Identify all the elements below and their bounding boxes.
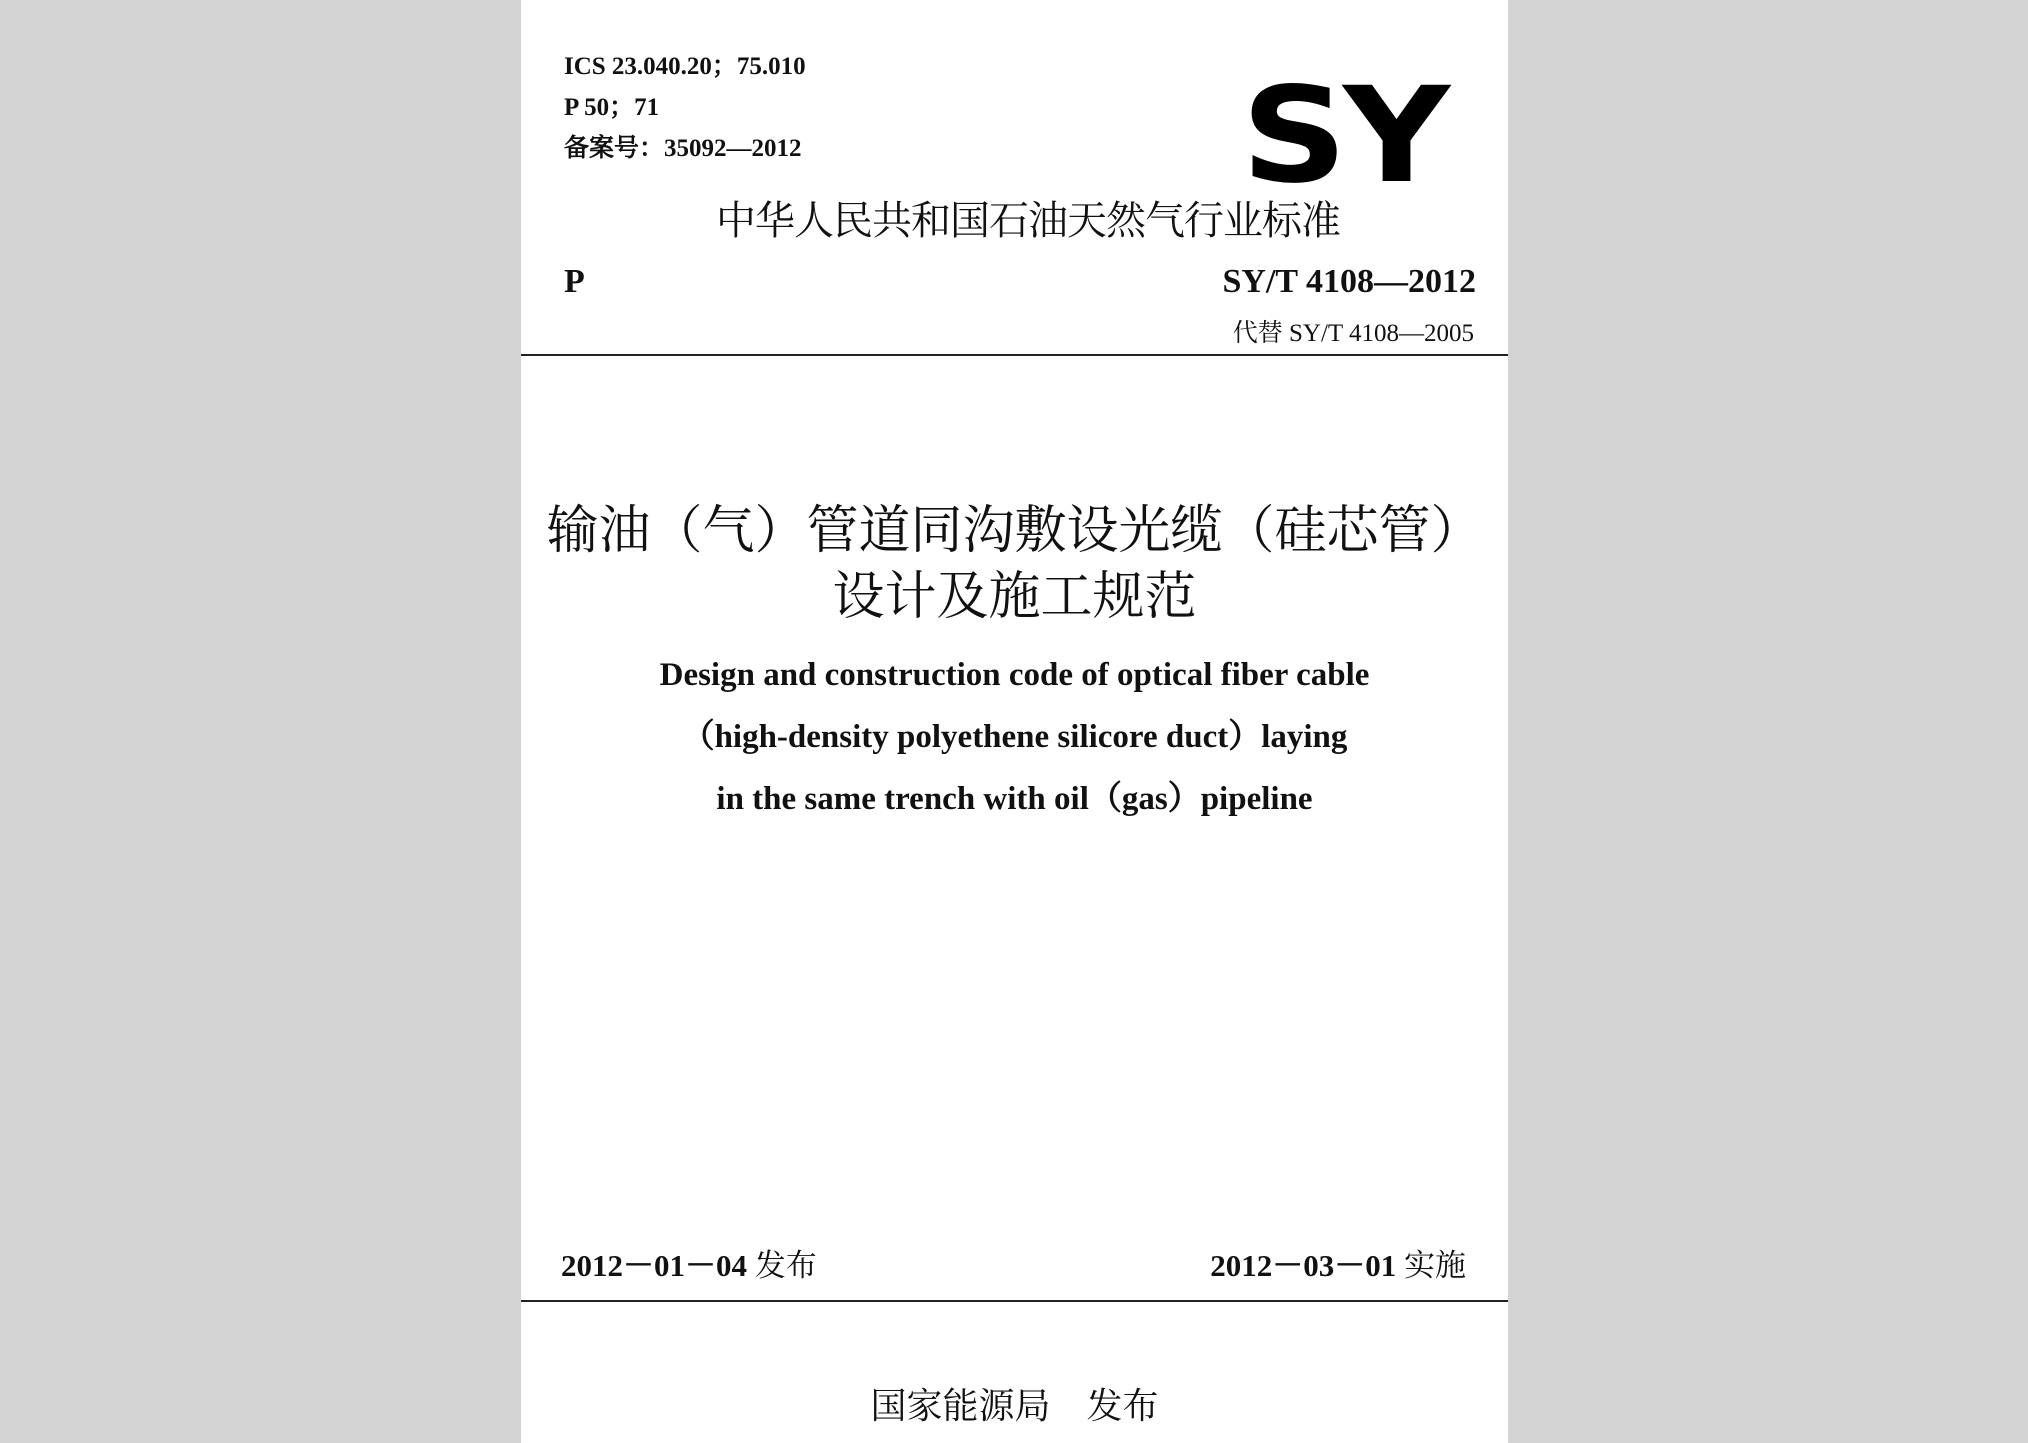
sy-logo: SY <box>1241 59 1446 213</box>
classification-block <box>564 46 806 169</box>
english-title <box>521 644 1508 830</box>
document-cover-page <box>521 0 1508 1443</box>
ccs-code: P 50；71 <box>564 94 660 121</box>
footer-divider <box>521 1300 1508 1302</box>
standard-number: SY/T 4108—2012 <box>1222 263 1476 300</box>
replaces-standard: 代替 SY/T 4108—2005 <box>1232 320 1474 347</box>
issuer-label: 发布 <box>1086 1386 1159 1427</box>
issuer <box>521 1384 1508 1430</box>
publish-label: 发布 <box>754 1248 817 1284</box>
effective-date <box>1210 1246 1466 1286</box>
chinese-title-line-1: 输油（气）管道同沟敷设光缆（硅芯管） <box>546 501 1483 561</box>
issuer-name: 国家能源局 <box>870 1386 1051 1427</box>
english-title-line-1: Design and construction code of optical fiber cable <box>659 657 1370 693</box>
effective-date-value: 2012－03－01 <box>1210 1248 1397 1283</box>
classification-letter: P <box>564 263 585 300</box>
effective-label: 实施 <box>1404 1248 1466 1284</box>
industry-standard-title: 中华人民共和国石油天然气行业标准 <box>716 198 1340 244</box>
chinese-title-line-2: 设计及施工规范 <box>832 567 1197 627</box>
ics-code: ICS 23.040.20；75.010 <box>564 53 806 80</box>
header-divider <box>521 354 1508 356</box>
english-title-line-2: （high-density polyethene silicore duct）laying <box>681 719 1348 755</box>
publish-date <box>561 1246 817 1286</box>
publish-date-value: 2012－01－04 <box>561 1248 747 1283</box>
english-title-line-3: in the same trench with oil（gas）pipeline <box>716 781 1313 817</box>
record-number: 备案号：35092—2012 <box>564 135 802 162</box>
chinese-title <box>521 498 1508 630</box>
